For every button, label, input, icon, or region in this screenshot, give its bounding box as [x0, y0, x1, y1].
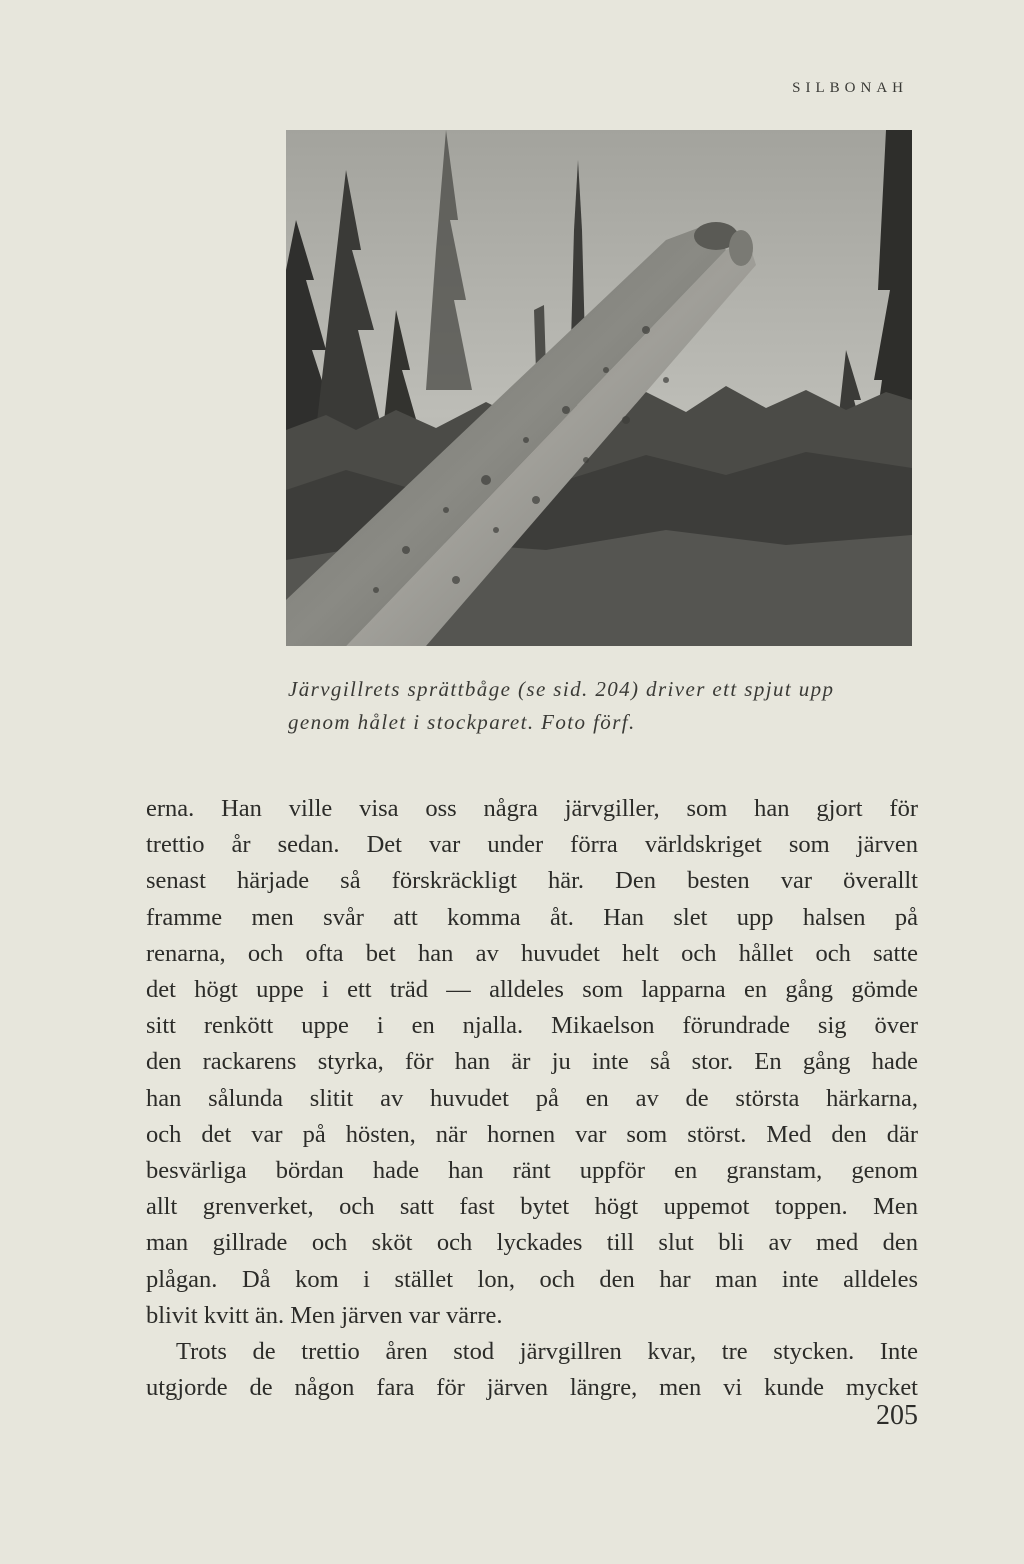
text-line: det högt uppe i ett träd — alldeles som lapparna en gång gömde — [146, 976, 918, 1004]
body-text — [146, 791, 918, 1406]
text-line: den rackarens styrka, för han är ju inte så stor. En gång hade — [146, 1048, 918, 1076]
text-line: sitt renkött uppe i en njalla. Mikaelson förundrade sig över — [146, 1012, 918, 1040]
text-line: utgjorde de någon fara för järven längre, men vi kunde mycket — [146, 1374, 918, 1402]
text-line: allt grenverket, och satt fast bytet högt uppemot toppen. Men — [146, 1193, 918, 1221]
text-line: renarna, och ofta bet han av huvudet helt och hållet och satte — [146, 939, 918, 967]
text-line: erna. Han ville visa oss några järvgiller, som han gjort för — [146, 795, 918, 822]
text-line: senast härjade så förskräckligt här. Den besten var överallt — [146, 867, 918, 895]
text-line: blivit kvitt än. Men järven var värre. — [146, 1301, 503, 1329]
text-line: framme men svår att komma åt. Han slet upp halsen på — [146, 903, 918, 931]
text-line: plågan. Då kom i stället lon, och den har man inte alldeles — [146, 1265, 918, 1293]
text-line: han sålunda slitit av huvudet på en av de största härkarna, — [146, 1084, 918, 1112]
text-line: och det var på hösten, när hornen var som störst. Med den där — [146, 1120, 918, 1148]
page-number: 205 — [876, 1400, 918, 1431]
text-line: besvärliga bördan hade han ränt uppför en granstam, genom — [146, 1157, 918, 1185]
caption-line: genom hålet i stockparet. Foto förf. — [288, 710, 636, 734]
text-line: man gillrade och sköt och lyckades till slut bli av med den — [146, 1229, 918, 1257]
text-line: trettio år sedan. Det var under förra världskriget som järven — [146, 831, 918, 859]
figure-photo — [286, 130, 912, 646]
running-header: SILBONAH — [792, 80, 908, 96]
caption-line: Järvgillrets sprättbåge (se sid. 204) driver ett spjut upp — [288, 677, 835, 701]
figure-caption — [288, 673, 928, 739]
photo-illustration — [286, 130, 912, 646]
text-line: Trots de trettio åren stod järvgillren kvar, tre stycken. Inte — [176, 1338, 918, 1366]
